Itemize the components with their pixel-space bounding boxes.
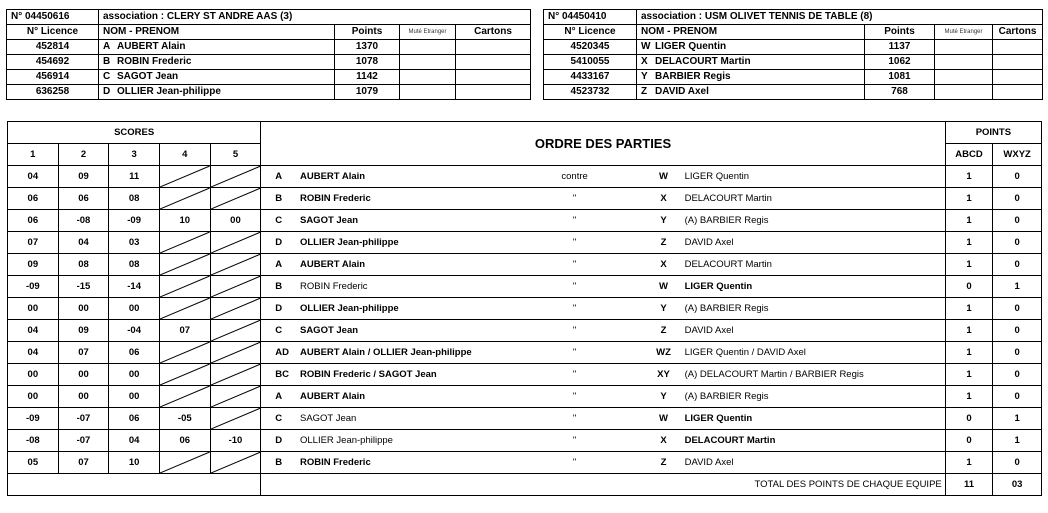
player-name-cell	[637, 70, 865, 85]
versus-label: "	[504, 188, 646, 210]
unplayed-set-cell	[210, 254, 261, 276]
player-name-cell	[637, 55, 865, 70]
unplayed-set-cell	[159, 232, 210, 254]
match-row	[8, 452, 1042, 474]
unplayed-set-cell	[210, 408, 261, 430]
player-row	[7, 55, 531, 70]
player-cartons	[993, 70, 1043, 85]
set-score: 07	[58, 342, 109, 364]
versus-label: "	[504, 210, 646, 232]
player-a-letter: B	[261, 188, 297, 210]
points-team-a: 1	[945, 232, 993, 254]
points-team-b: 0	[993, 386, 1042, 408]
player-points: 1062	[865, 55, 935, 70]
set-score: -09	[109, 210, 160, 232]
player-letter: Y	[641, 71, 648, 82]
points-team-a: 0	[945, 430, 993, 452]
set-score: 00	[109, 364, 160, 386]
player-points: 1137	[865, 40, 935, 55]
player-licence: 636258	[7, 85, 99, 100]
player-row	[7, 40, 531, 55]
unplayed-set-cell	[159, 298, 210, 320]
match-row	[8, 342, 1042, 364]
match-row	[8, 364, 1042, 386]
player-b-letter: Y	[645, 386, 681, 408]
player-b-name: DELACOURT Martin	[682, 188, 946, 210]
player-letter: X	[641, 56, 648, 67]
match-row	[8, 386, 1042, 408]
points-team-b: 1	[993, 430, 1042, 452]
team-a-points-header: Points	[335, 25, 400, 40]
total-team-b: 03	[993, 474, 1042, 496]
unplayed-set-cell	[159, 386, 210, 408]
player-b-name: LIGER Quentin	[682, 276, 946, 298]
player-b-letter: Z	[645, 232, 681, 254]
set-label: 5	[210, 144, 261, 166]
player-a-letter: D	[261, 232, 297, 254]
unplayed-set-cell	[210, 364, 261, 386]
set-score: 07	[58, 452, 109, 474]
versus-label: "	[504, 386, 646, 408]
team-b-table	[543, 9, 1043, 100]
player-a-name: OLLIER Jean-philippe	[297, 298, 504, 320]
unplayed-set-cell	[210, 276, 261, 298]
total-team-a: 11	[945, 474, 993, 496]
player-name: AUBERT Alain	[117, 41, 186, 52]
points-team-a: 1	[945, 188, 993, 210]
points-title: POINTS	[945, 122, 1041, 144]
player-b-name: DELACOURT Martin	[682, 254, 946, 276]
points-team-b: 0	[993, 364, 1042, 386]
points-team-b: 1	[993, 408, 1042, 430]
player-row	[7, 85, 531, 100]
player-b-letter: Z	[645, 320, 681, 342]
set-score: 04	[8, 320, 59, 342]
match-row	[8, 166, 1042, 188]
points-team-b: 0	[993, 188, 1042, 210]
player-a-name: ROBIN Frederic	[297, 188, 504, 210]
set-score: 04	[8, 166, 59, 188]
points-team-b: 0	[993, 452, 1042, 474]
player-cartons	[993, 55, 1043, 70]
points-team-a: 1	[945, 320, 993, 342]
player-name: SAGOT Jean	[117, 71, 179, 82]
player-letter: B	[103, 56, 111, 67]
match-row	[8, 298, 1042, 320]
set-score: 00	[58, 386, 109, 408]
points-team-b: 0	[993, 342, 1042, 364]
unplayed-set-cell	[159, 188, 210, 210]
player-b-name: LIGER Quentin	[682, 166, 946, 188]
set-score: 09	[58, 166, 109, 188]
player-letter: Z	[641, 86, 648, 97]
player-points: 1079	[335, 85, 400, 100]
set-score: 04	[58, 232, 109, 254]
player-b-name: DELACOURT Martin	[682, 430, 946, 452]
player-name-cell	[99, 85, 335, 100]
player-b-letter: WZ	[645, 342, 681, 364]
set-score: -07	[58, 430, 109, 452]
player-cartons	[456, 55, 531, 70]
player-letter: A	[103, 41, 111, 52]
unplayed-set-cell	[159, 452, 210, 474]
player-b-name: LIGER Quentin / DAVID Axel	[682, 342, 946, 364]
player-a-letter: C	[261, 320, 297, 342]
total-label: TOTAL DES POINTS DE CHAQUE EQUIPE	[261, 474, 945, 496]
player-a-name: ROBIN Frederic	[297, 452, 504, 474]
set-score: -10	[210, 430, 261, 452]
versus-label: "	[504, 364, 646, 386]
unplayed-set-cell	[210, 320, 261, 342]
team-a-licence-header: N° Licence	[7, 25, 99, 40]
player-mute	[935, 55, 993, 70]
versus-label: "	[504, 232, 646, 254]
player-points: 1081	[865, 70, 935, 85]
set-score: 03	[109, 232, 160, 254]
match-row	[8, 430, 1042, 452]
points-team-a: 1	[945, 386, 993, 408]
player-b-letter: X	[645, 430, 681, 452]
player-licence: 456914	[7, 70, 99, 85]
player-b-letter: Y	[645, 298, 681, 320]
player-b-letter: Y	[645, 210, 681, 232]
unplayed-set-cell	[210, 298, 261, 320]
set-score: 11	[109, 166, 160, 188]
unplayed-set-cell	[159, 254, 210, 276]
set-score: 00	[58, 364, 109, 386]
set-score: 05	[8, 452, 59, 474]
set-score: -08	[8, 430, 59, 452]
player-mute	[935, 40, 993, 55]
points-team-b: 0	[993, 166, 1042, 188]
unplayed-set-cell	[159, 342, 210, 364]
unplayed-set-cell	[210, 232, 261, 254]
versus-label: "	[504, 298, 646, 320]
versus-label: "	[504, 320, 646, 342]
player-b-name: DAVID Axel	[682, 232, 946, 254]
set-score: 06	[159, 430, 210, 452]
set-score: 04	[109, 430, 160, 452]
footer-blank	[8, 474, 261, 496]
unplayed-set-cell	[210, 342, 261, 364]
player-a-letter: BC	[261, 364, 297, 386]
match-row	[8, 408, 1042, 430]
player-points: 1078	[335, 55, 400, 70]
team-b-licence-header: N° Licence	[544, 25, 637, 40]
player-row	[7, 70, 531, 85]
versus-label: "	[504, 276, 646, 298]
points-team-b: 1	[993, 276, 1042, 298]
player-b-name: (A) DELACOURT Martin / BARBIER Regis	[682, 364, 946, 386]
player-mute	[935, 70, 993, 85]
player-mute	[935, 85, 993, 100]
set-score: 00	[109, 298, 160, 320]
versus-label: "	[504, 342, 646, 364]
team-b-cartons-header: Cartons	[993, 25, 1043, 40]
player-a-letter: A	[261, 254, 297, 276]
player-licence: 5410055	[544, 55, 637, 70]
set-score: 09	[58, 320, 109, 342]
player-row	[544, 40, 1043, 55]
player-a-name: SAGOT Jean	[297, 408, 504, 430]
player-b-letter: XY	[645, 364, 681, 386]
set-score: -04	[109, 320, 160, 342]
player-a-name: SAGOT Jean	[297, 210, 504, 232]
unplayed-set-cell	[159, 276, 210, 298]
points-team-a: 1	[945, 452, 993, 474]
player-a-letter: A	[261, 166, 297, 188]
set-score: 08	[109, 254, 160, 276]
match-row	[8, 188, 1042, 210]
player-b-letter: W	[645, 408, 681, 430]
player-name-cell	[99, 40, 335, 55]
player-a-name: SAGOT Jean	[297, 320, 504, 342]
set-score: 08	[109, 188, 160, 210]
set-score: -09	[8, 408, 59, 430]
player-cartons	[456, 40, 531, 55]
points-team-a: 1	[945, 210, 993, 232]
player-cartons	[456, 85, 531, 100]
player-a-letter: A	[261, 386, 297, 408]
player-b-letter: W	[645, 276, 681, 298]
set-score: -05	[159, 408, 210, 430]
player-row	[544, 85, 1043, 100]
points-col-abcd: ABCD	[945, 144, 993, 166]
match-row	[8, 276, 1042, 298]
set-score: -15	[58, 276, 109, 298]
team-b-points-header: Points	[865, 25, 935, 40]
player-name: ROBIN Frederic	[117, 56, 192, 67]
player-a-letter: B	[261, 276, 297, 298]
team-b-name-header: NOM - PRENOM	[637, 25, 865, 40]
player-a-letter: C	[261, 408, 297, 430]
player-a-letter: B	[261, 452, 297, 474]
player-a-name: AUBERT Alain / OLLIER Jean-philippe	[297, 342, 504, 364]
player-cartons	[456, 70, 531, 85]
match-row	[8, 232, 1042, 254]
set-score: 00	[58, 298, 109, 320]
versus-label: "	[504, 452, 646, 474]
set-label: 1	[8, 144, 59, 166]
player-licence: 4523732	[544, 85, 637, 100]
scores-title: SCORES	[8, 122, 261, 144]
player-name-cell	[637, 85, 865, 100]
player-name: DELACOURT Martin	[655, 56, 751, 67]
set-score: 04	[8, 342, 59, 364]
versus-label: contre	[504, 166, 646, 188]
player-mute	[400, 40, 456, 55]
set-score: -08	[58, 210, 109, 232]
team-a-association: association : CLERY ST ANDRE AAS (3)	[99, 10, 531, 25]
set-score: 10	[159, 210, 210, 232]
player-b-name: (A) BARBIER Regis	[682, 386, 946, 408]
team-a-number: N° 04450616	[7, 10, 99, 25]
set-score: 07	[8, 232, 59, 254]
set-score: 06	[8, 210, 59, 232]
set-score: -09	[8, 276, 59, 298]
match-row	[8, 254, 1042, 276]
player-licence: 4520345	[544, 40, 637, 55]
player-a-name: OLLIER Jean-philippe	[297, 232, 504, 254]
unplayed-set-cell	[159, 364, 210, 386]
player-a-letter: AD	[261, 342, 297, 364]
player-name-cell	[99, 70, 335, 85]
player-name-cell	[99, 55, 335, 70]
player-name: DAVID Axel	[655, 86, 709, 97]
set-score: -07	[58, 408, 109, 430]
set-label: 3	[109, 144, 160, 166]
points-team-a: 1	[945, 254, 993, 276]
team-b-association: association : USM OLIVET TENNIS DE TABLE (8)	[637, 10, 1043, 25]
set-score: 09	[8, 254, 59, 276]
player-points: 768	[865, 85, 935, 100]
player-letter: W	[641, 41, 651, 52]
player-b-name: DAVID Axel	[682, 452, 946, 474]
set-score: 10	[109, 452, 160, 474]
player-points: 1142	[335, 70, 400, 85]
player-a-letter: D	[261, 298, 297, 320]
points-team-b: 0	[993, 320, 1042, 342]
player-name: OLLIER Jean-philippe	[117, 86, 221, 97]
player-b-letter: X	[645, 188, 681, 210]
player-mute	[400, 85, 456, 100]
set-score: 00	[109, 386, 160, 408]
player-b-letter: Z	[645, 452, 681, 474]
points-team-a: 0	[945, 276, 993, 298]
unplayed-set-cell	[210, 452, 261, 474]
points-team-a: 1	[945, 298, 993, 320]
points-team-a: 1	[945, 364, 993, 386]
player-a-name: AUBERT Alain	[297, 254, 504, 276]
player-points: 1370	[335, 40, 400, 55]
points-team-b: 0	[993, 232, 1042, 254]
set-score: 00	[8, 298, 59, 320]
player-letter: D	[103, 86, 111, 97]
set-score: 06	[8, 188, 59, 210]
player-b-letter: X	[645, 254, 681, 276]
match-sheet-table	[7, 121, 1042, 496]
match-row	[8, 210, 1042, 232]
player-mute	[400, 70, 456, 85]
ordre-title: ORDRE DES PARTIES	[261, 122, 945, 166]
set-score: 06	[58, 188, 109, 210]
team-a-cartons-header: Cartons	[456, 25, 531, 40]
player-b-name: (A) BARBIER Regis	[682, 298, 946, 320]
player-b-letter: W	[645, 166, 681, 188]
unplayed-set-cell	[159, 166, 210, 188]
player-licence: 4433167	[544, 70, 637, 85]
points-team-b: 0	[993, 298, 1042, 320]
team-a-table	[6, 9, 531, 100]
player-letter: C	[103, 71, 111, 82]
versus-label: "	[504, 408, 646, 430]
player-a-name: ROBIN Frederic	[297, 276, 504, 298]
match-row	[8, 320, 1042, 342]
player-licence: 452814	[7, 40, 99, 55]
player-name: LIGER Quentin	[655, 41, 727, 52]
set-label: 4	[159, 144, 210, 166]
player-row	[544, 70, 1043, 85]
set-score: 06	[109, 408, 160, 430]
player-mute	[400, 55, 456, 70]
set-score: -14	[109, 276, 160, 298]
points-team-a: 1	[945, 342, 993, 364]
player-licence: 454692	[7, 55, 99, 70]
player-a-letter: C	[261, 210, 297, 232]
player-name-cell	[637, 40, 865, 55]
unplayed-set-cell	[210, 166, 261, 188]
team-b-number: N° 04450410	[544, 10, 637, 25]
player-b-name: LIGER Quentin	[682, 408, 946, 430]
unplayed-set-cell	[210, 188, 261, 210]
player-a-name: AUBERT Alain	[297, 386, 504, 408]
player-cartons	[993, 40, 1043, 55]
points-col-wxyz: WXYZ	[993, 144, 1042, 166]
points-team-a: 1	[945, 166, 993, 188]
player-a-name: ROBIN Frederic / SAGOT Jean	[297, 364, 504, 386]
player-b-name: DAVID Axel	[682, 320, 946, 342]
set-label: 2	[58, 144, 109, 166]
player-row	[544, 55, 1043, 70]
team-b-mute-header: Muté Etranger	[935, 25, 993, 40]
set-score: 00	[8, 364, 59, 386]
points-team-b: 0	[993, 210, 1042, 232]
player-a-name: OLLIER Jean-philippe	[297, 430, 504, 452]
player-a-name: AUBERT Alain	[297, 166, 504, 188]
player-a-letter: D	[261, 430, 297, 452]
set-score: 00	[210, 210, 261, 232]
unplayed-set-cell	[210, 386, 261, 408]
points-team-b: 0	[993, 254, 1042, 276]
set-score: 06	[109, 342, 160, 364]
set-score: 00	[8, 386, 59, 408]
player-cartons	[993, 85, 1043, 100]
set-score: 08	[58, 254, 109, 276]
versus-label: "	[504, 430, 646, 452]
set-score: 07	[159, 320, 210, 342]
player-b-name: (A) BARBIER Regis	[682, 210, 946, 232]
versus-label: "	[504, 254, 646, 276]
team-a-mute-header: Muté Etranger	[400, 25, 456, 40]
player-name: BARBIER Regis	[655, 71, 731, 82]
points-team-a: 0	[945, 408, 993, 430]
team-a-name-header: NOM - PRENOM	[99, 25, 335, 40]
